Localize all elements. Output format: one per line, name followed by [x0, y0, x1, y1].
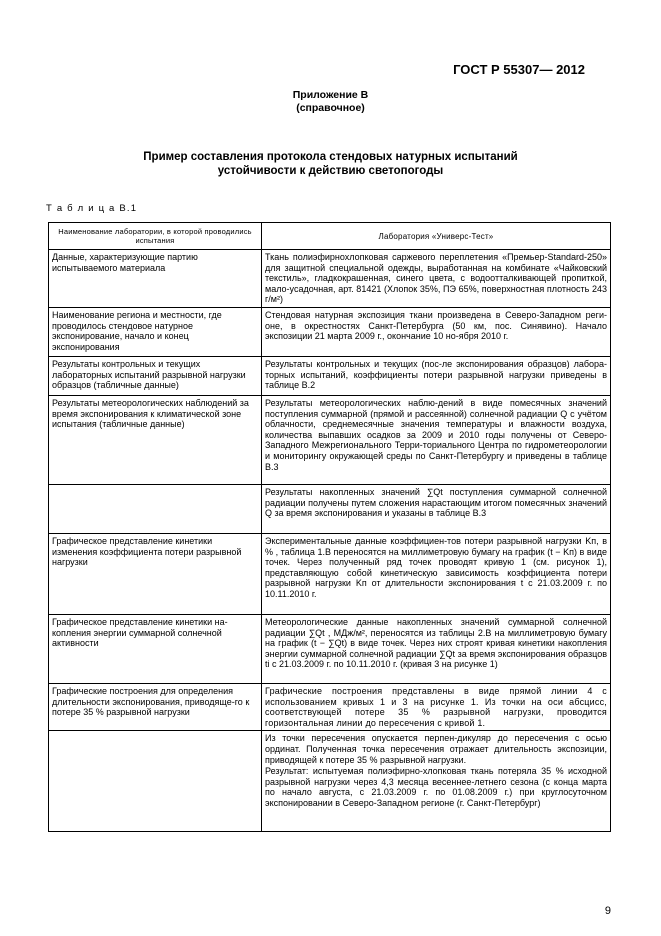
row-value-result: Результат: испытуемая полиэфирно-хлопковая ткань потеряла 35 % исходной разрывной нагрузки через 4,3 месяца весеннее-летнего сезона (с конца марта по начало августа, с 21.03.2009 г. по 01.08.2009 г.) при круглосуточном экспонировании в Северо-Западном регионе (г. Санкт-Петербург) — [265, 766, 607, 808]
row-value-part-1: Из точки пересечения опускается перпен-дикуляр до пересечения с осью ординат. Полученная точка пересечения отражает длительность экспозиции, приводящей к потере 35 % разрывной нагрузки. — [265, 733, 607, 765]
row-label: Результаты метеорологических наблюдений за время экспонирования к климатической зоне испытания (табличные данные) — [49, 395, 262, 484]
table-label: Т а б л и ц а В.1 — [46, 203, 138, 214]
appendix-kind: (справочное) — [296, 102, 365, 114]
row-value: Графические построения представлены в виде прямой линии 4 с использованием кривых 1 и 3 на рисунке 1. Из точки на оси абсцисс, соответствующей потере 35 % разрывной нагрузки, проводится горизонтальная линии до пересечения с кривой 1. — [262, 683, 611, 730]
row-value: Экспериментальные данные коэффициен-тов потери разрывной нагрузки Kп, в % , таблица 1.В переносятся на миллиметровую бумагу на график (t − Kп) в виде точек. Через полученный ряд точек проводят кривую 1 (см. рисунок 1), представляющую собой кинетическую зависимость коэффициента потери разрывной нагрузки Kп от длительности экспонирования t с 21.03.2009 г. по 10.11.2010 г. — [262, 533, 611, 614]
table-row — [49, 484, 611, 533]
row-label: Данные, характеризующие партию испытываемого материала — [49, 250, 262, 308]
standard-number: ГОСТ Р 55307— 2012 — [453, 62, 585, 77]
row-value: Результаты накопленных значений ∑Qt поступления суммарной солнечной радиации получены путем сложения нарастающим итогом помесячных значений Q за время экспонирования и указаны в таблице В.3 — [262, 484, 611, 533]
page-number: 9 — [604, 905, 611, 917]
row-label: Наименование региона и местности, где проводилось стендовое натурное экспонирование, начало и конец экспонирования — [49, 307, 262, 356]
table-row — [49, 533, 611, 614]
title-line-1: Пример составления протокола стендовых натурных испытаний — [143, 151, 518, 163]
col2-header: Лаборатория «Универс-Тест» — [262, 223, 611, 250]
row-value: Стендовая натурная экспозиция ткани произведена в Северо-Западном реги-оне, в окрестностях Санкт-Петербурга (50 км, пос. Синявино). Начало экспозиции 21 марта 2009 г., окончание 10 но-ября 2010 г. — [262, 307, 611, 356]
row-value — [262, 731, 611, 832]
table-row — [49, 250, 611, 308]
row-label: Графические построения для определения длительности экспонирования, приводяще-го к потере 35 % разрывной нагрузки — [49, 683, 262, 730]
table-header-row — [49, 223, 611, 250]
title-line-2: устойчивости к действию светопогоды — [217, 165, 444, 177]
table-row — [49, 395, 611, 484]
row-value: Результаты метеорологических наблю-дений в виде помесячных значений поступления суммарной (прямой и рассеянной) солнечной радиации Q с учётом облачности, среднемесячные значения температуры и влажности воздуха, количества выпавших осадков за 2009 и 2010 годы получены от Северо-Западного Межрегионального Терри-ториального Центра по гидрометеорологии и мониторингу окружающей среды по Санкт-Петербургу и приведены в таблице В.3 — [262, 395, 611, 484]
appendix-heading — [0, 89, 661, 115]
table-row — [49, 731, 611, 832]
col1-header: Наименование лаборатории, в которой проводились испытания — [49, 223, 262, 250]
row-value: Метеорологические данные накопленных значений суммарной солнечной радиации ∑Qt , МДж/м², переносятся из таблицы 2.В на миллиметровую бумагу на график (t − ∑Qt) в виде точек. Через них строят кривая кинетики накопления энергии суммарной солнечной радиации ∑Qt за время экспонирования образцов ti с 21.03.2009 г. по 10.11.2010 г. (кривая 3 на рисунке 1) — [262, 614, 611, 683]
row-label: Графическое представление кинетики на-копления энергии суммарной солнечной активности — [49, 614, 262, 683]
table-row — [49, 307, 611, 356]
row-label — [49, 731, 262, 832]
row-label: Результаты контрольных и текущих лабораторных испытаний разрывной нагрузки образцов (табличные данные) — [49, 356, 262, 395]
appendix-label: Приложение В — [292, 89, 369, 101]
row-value: Результаты контрольных и текущих (пос-ле экспонирования образцов) лабора-торных испытаний, коэффициенты потери разрывной нагрузки приведены в таблице В.2 — [262, 356, 611, 395]
row-label — [49, 484, 262, 533]
table-row — [49, 356, 611, 395]
protocol-table — [48, 222, 611, 832]
table-row — [49, 683, 611, 730]
row-value: Ткань полиэфирнохлопковая саржевого переплетения «Премьер-Standard-250» для защитной специальной одежды, выработанная на комбинате «Чайковский текстиль», гладкокрашенная, синего цвета, с водоотталкивающей пропиткой, мало-усадочная, арт. 81421 (Хлопок 35%, ПЭ 65%, поверхностная плотность 243 г/м²) — [262, 250, 611, 308]
row-label: Графическое представление кинетики изменения коэффициента потери разрывной нагрузки — [49, 533, 262, 614]
table-row — [49, 614, 611, 683]
document-title — [0, 150, 661, 178]
